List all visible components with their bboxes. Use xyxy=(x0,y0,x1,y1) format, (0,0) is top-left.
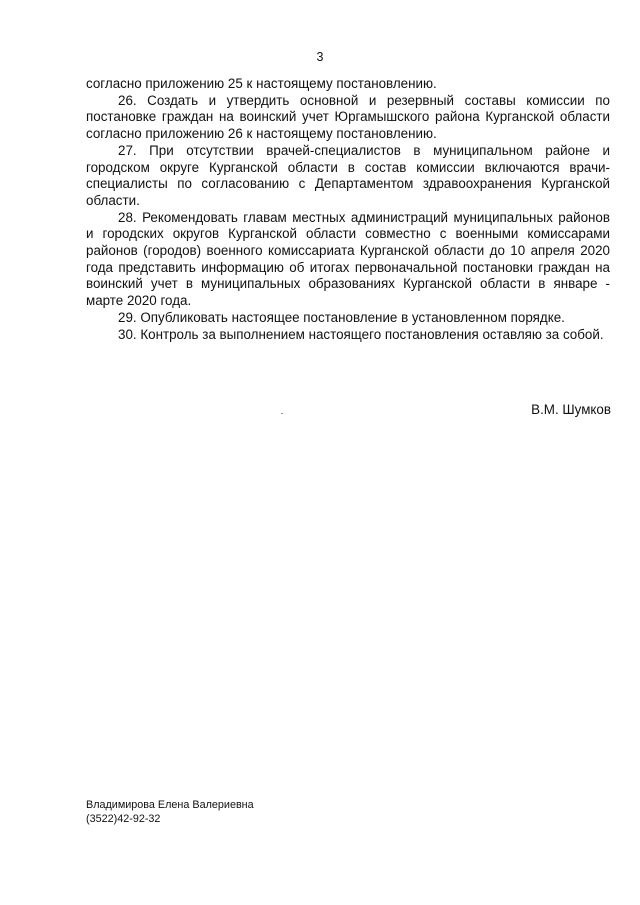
paragraph-28: 28. Рекомендовать главам местных администраций муниципальных районов и городских округов Курганской области совместно с военными комиссарами районов (городов) военного комиссариата Курганской области до 10 апреля 2020 года представить информацию об итогах первоначальной постановки граждан на воинский учет в муниципальных образованиях Курганской области в январе - марте 2020 года. xyxy=(86,209,610,309)
executor-phone: (3522)42-92-32 xyxy=(86,813,161,825)
signature-name: В.М. Шумков xyxy=(531,402,611,417)
paragraph-26: 26. Создать и утвердить основной и резервный составы комиссии по постановке граждан на воинский учет Юргамышского района Курганской области согласно приложению 26 к настоящему постановлению. xyxy=(86,92,610,142)
paragraph-29: 29. Опубликовать настоящее постановление в установленном порядке. xyxy=(118,309,565,325)
document-body xyxy=(86,76,610,343)
paragraph-30: 30. Контроль за выполнением настоящего постановления оставляю за собой. xyxy=(118,326,604,342)
executor-footer xyxy=(86,798,254,826)
paragraph-continuation: согласно приложению 25 к настоящему постановлению. xyxy=(86,76,437,91)
executor-name: Владимирова Елена Валериевна xyxy=(86,799,254,811)
scan-speck xyxy=(281,413,283,414)
paragraph-27: 27. При отсутствии врачей-специалистов в муниципальном районе и городском округе Курганской области в состав комиссии включаются врачи-специалисты по согласованию с Департаментом здравоохранения Курганской области. xyxy=(86,142,610,208)
page-number: 3 xyxy=(316,50,324,64)
